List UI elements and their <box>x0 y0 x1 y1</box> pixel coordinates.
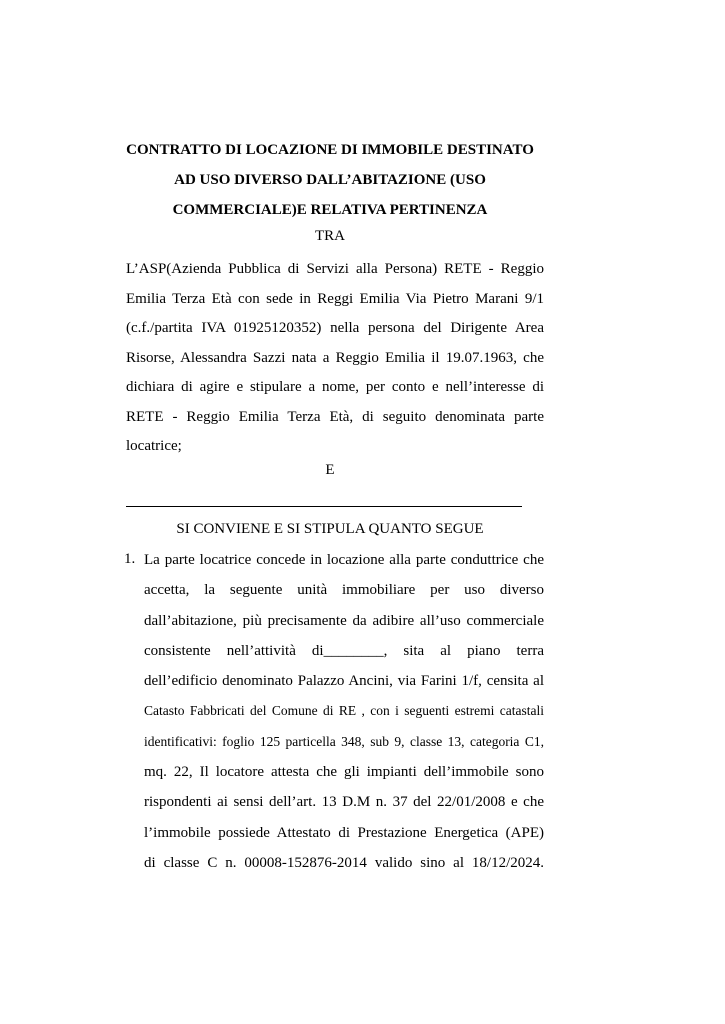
paragraph-line: locatrice; <box>126 438 182 454</box>
first-party-paragraph <box>126 255 544 462</box>
contract-title <box>100 135 560 225</box>
paragraph-line: Emilia Terza Età con sede in Reggi Emilia Via Pietro Marani 9/1 <box>126 290 544 307</box>
paragraph-line: di classe C n. 00008-152876-2014 valido sino al 18/12/2024. <box>144 854 544 871</box>
paragraph-line: La parte locatrice concede in locazione alla parte conduttrice che <box>144 552 544 568</box>
paragraph-line: l’immobile possiede Attestato di Prestazione Energetica (APE) <box>144 824 544 841</box>
title-line: COMMERCIALE)E RELATIVA PERTINENZA <box>172 202 488 218</box>
second-party-blank-line <box>126 506 522 507</box>
paragraph-line: mq. 22, Il locatore attesta che gli impianti dell’immobile sono <box>144 764 544 781</box>
paragraph-line: dichiara di agire e stipulare a nome, per conto e nell’interesse di <box>126 379 544 395</box>
clause-number: 1. <box>124 551 136 567</box>
paragraph-line: RETE - Reggio Emilia Terza Età, di seguito denominata parte <box>126 408 544 425</box>
between-label: TRA <box>315 228 345 244</box>
paragraph-line: rispondenti ai sensi dell’art. 13 D.M n. 37 del 22/01/2008 e che <box>144 794 544 811</box>
paragraph-line: identificativi: foglio 125 particella 348, sub 9, classe 13, categoria C1, <box>144 733 544 749</box>
and-label: E <box>325 462 335 478</box>
clause-1-paragraph <box>144 545 544 878</box>
agreement-heading: SI CONVIENE E SI STIPULA QUANTO SEGUE <box>176 521 484 537</box>
paragraph-line: consistente nell’attività di________, sita al piano terra <box>144 642 544 659</box>
paragraph-line: Catasto Fabbricati del Comune di RE , con i seguenti estremi catastali <box>144 703 544 719</box>
paragraph-line: dell’edificio denominato Palazzo Ancini, via Farini 1/f, censita al <box>144 673 544 690</box>
paragraph-line: accetta, la seguente unità immobiliare per uso diverso <box>144 582 544 599</box>
paragraph-line: (c.f./partita IVA 01925120352) nella persona del Dirigente Area <box>126 320 544 336</box>
title-line: CONTRATTO DI LOCAZIONE DI IMMOBILE DESTINATO <box>126 142 534 158</box>
paragraph-line: dall’abitazione, più precisamente da adibire all’uso commerciale <box>144 612 544 629</box>
title-line: AD USO DIVERSO DALL’ABITAZIONE (USO <box>174 172 486 188</box>
paragraph-line: L’ASP(Azienda Pubblica di Servizi alla Persona) RETE - Reggio <box>126 261 544 277</box>
paragraph-line: Risorse, Alessandra Sazzi nata a Reggio Emilia il 19.07.1963, che <box>126 349 544 366</box>
